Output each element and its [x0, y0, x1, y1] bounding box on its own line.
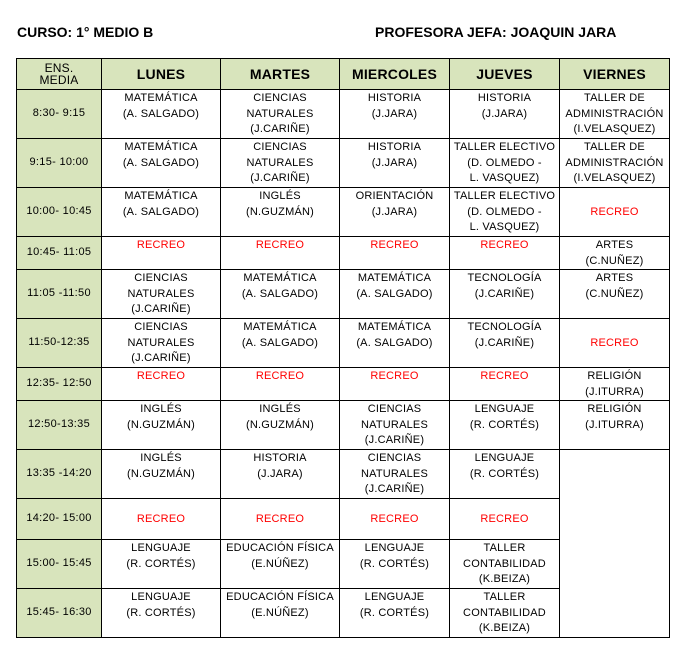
recreo-label: RECREO	[136, 239, 186, 251]
class-cell-line: (A. SALGADO)	[356, 287, 433, 300]
recreo-label: RECREO	[136, 512, 186, 525]
recreo-label: RECREO	[480, 370, 529, 382]
class-cell-line: LENGUAJE	[474, 452, 535, 464]
class-cell-line: L. VASQUEZ)	[469, 172, 540, 184]
class-cell-martes	[221, 319, 340, 368]
class-cell-miercoles	[340, 90, 450, 139]
recreo-cell	[450, 237, 560, 270]
time-slot: 15:00- 15:45	[17, 540, 102, 589]
class-cell-line: (C.NUÑEZ)	[585, 287, 644, 300]
recreo-cell	[450, 368, 560, 401]
class-cell-line: TALLER DE	[584, 92, 645, 104]
schedule-row	[17, 401, 670, 450]
class-cell-line: (J.CARIÑE)	[131, 303, 191, 315]
class-cell-lunes	[102, 188, 221, 237]
class-cell-line: (R. CORTÉS)	[469, 467, 540, 480]
time-slot: 12:35- 12:50	[17, 368, 102, 401]
recreo-label: RECREO	[255, 512, 305, 525]
time-slot: 12:50-13:35	[17, 401, 102, 450]
class-cell-line: MATEMÁTICA	[124, 141, 198, 153]
recreo-cell	[102, 368, 221, 401]
class-cell-miercoles	[340, 188, 450, 237]
class-cell-line: TECNOLOGÍA	[467, 321, 542, 333]
class-cell-line: ADMINISTRACIÓN	[565, 156, 664, 169]
schedule-row	[17, 237, 670, 270]
class-cell-miercoles	[340, 270, 450, 319]
class-cell-lunes	[102, 401, 221, 450]
class-cell-line: RELIGIÓN	[587, 370, 642, 382]
class-cell-martes	[221, 139, 340, 188]
class-cell-line: NATURALES	[361, 418, 428, 431]
class-cell-line: HISTORIA	[367, 141, 422, 153]
corner-line-1: ENS.	[44, 61, 74, 75]
recreo-cell	[450, 499, 560, 540]
class-cell-miercoles	[340, 139, 450, 188]
class-cell-martes	[221, 589, 340, 638]
schedule-row	[17, 270, 670, 319]
recreo-label: RECREO	[255, 239, 305, 251]
corner-line-2: MEDIA	[39, 73, 79, 87]
class-cell-lunes	[102, 139, 221, 188]
schedule-body	[17, 90, 670, 638]
class-cell-jueves	[450, 319, 560, 368]
class-cell-line: INGLÉS	[140, 452, 182, 464]
class-cell-line: CONTABILIDAD	[463, 557, 546, 570]
class-cell-line: (J.ITURRA)	[585, 418, 644, 431]
time-slot: 15:45- 16:30	[17, 589, 102, 638]
class-cell-line: INGLÉS	[140, 403, 182, 415]
recreo-label: RECREO	[480, 239, 529, 251]
class-cell-line: ARTES	[595, 239, 634, 251]
class-cell-line: CIENCIAS	[253, 141, 307, 153]
class-cell-line: (J.JARA)	[371, 156, 418, 169]
class-cell-line: (N.GUZMÁN)	[127, 418, 195, 431]
recreo-label: RECREO	[590, 205, 639, 218]
class-cell-line: ORIENTACIÓN	[355, 190, 434, 202]
class-cell-line: LENGUAJE	[364, 542, 425, 554]
day-header-lunes: LUNES	[102, 59, 221, 90]
schedule-row	[17, 90, 670, 139]
class-cell-line: (E.NÚÑEZ)	[251, 606, 309, 619]
class-cell-line: NATURALES	[361, 467, 428, 480]
class-cell-line: L. VASQUEZ)	[469, 221, 540, 233]
class-cell-line: (A. SALGADO)	[241, 287, 319, 300]
class-cell-line: MATEMÁTICA	[357, 321, 432, 333]
class-cell-line: NATURALES	[246, 107, 314, 120]
class-cell-line: (R. CORTÉS)	[469, 418, 540, 431]
class-cell-line: (J.CARIÑE)	[474, 287, 535, 300]
class-cell-lunes	[102, 319, 221, 368]
class-cell-line: (J.JARA)	[371, 205, 418, 218]
recreo-cell	[221, 368, 340, 401]
class-cell-line: NATURALES	[246, 156, 314, 169]
class-cell-lunes	[102, 540, 221, 589]
day-header-miercoles: MIERCOLES	[340, 59, 450, 90]
class-cell-line: ARTES	[595, 272, 634, 284]
class-cell-line: TALLER	[483, 591, 526, 603]
class-cell-martes	[221, 450, 340, 499]
class-cell-line: CIENCIAS	[134, 272, 188, 284]
class-cell-line: CIENCIAS	[253, 92, 307, 104]
class-cell-line: (A. SALGADO)	[122, 205, 200, 218]
class-cell-line: TALLER ELECTIVO	[453, 190, 556, 202]
class-cell-line: (A. SALGADO)	[356, 336, 433, 349]
class-cell-viernes	[560, 270, 670, 319]
class-cell-viernes	[560, 139, 670, 188]
class-cell-line: (J.CARIÑE)	[250, 172, 310, 184]
class-cell-line: RELIGIÓN	[587, 403, 642, 415]
class-cell-lunes	[102, 589, 221, 638]
recreo-label: RECREO	[480, 512, 529, 525]
class-cell-line: CIENCIAS	[367, 452, 422, 464]
schedule-row	[17, 139, 670, 188]
class-cell-line: (N.GUZMÁN)	[127, 467, 195, 480]
time-slot: 9:15- 10:00	[17, 139, 102, 188]
class-cell-line: MATEMÁTICA	[124, 190, 198, 202]
class-cell-lunes	[102, 450, 221, 499]
class-cell-viernes	[560, 368, 670, 401]
class-cell-line: (D. OLMEDO -	[467, 205, 542, 218]
recreo-cell	[102, 237, 221, 270]
class-cell-viernes	[560, 237, 670, 270]
class-cell-line: (J.CARIÑE)	[364, 483, 425, 495]
recreo-cell	[340, 368, 450, 401]
head-teacher: PROFESORA JEFA: JOAQUIN JARA	[375, 24, 617, 40]
day-header-martes: MARTES	[221, 59, 340, 90]
recreo-label: RECREO	[370, 512, 419, 525]
class-cell-jueves	[450, 90, 560, 139]
time-slot: 11:05 -11:50	[17, 270, 102, 319]
time-slot: 11:50-12:35	[17, 319, 102, 368]
class-cell-line: EDUCACIÓN FÍSICA	[226, 591, 334, 603]
class-cell-line: (J.JARA)	[481, 107, 528, 120]
class-cell-line: (J.CARIÑE)	[474, 336, 535, 349]
class-cell-line: MATEMÁTICA	[124, 92, 198, 104]
recreo-label: RECREO	[255, 370, 305, 382]
class-cell-jueves	[450, 270, 560, 319]
time-slot: 10:00- 10:45	[17, 188, 102, 237]
recreo-label: RECREO	[590, 336, 639, 349]
class-cell-line: TALLER DE	[584, 141, 645, 153]
class-cell-miercoles	[340, 589, 450, 638]
class-cell-line: (K.BEIZA)	[478, 622, 531, 634]
class-cell-line: CONTABILIDAD	[463, 606, 546, 619]
recreo-label: RECREO	[136, 370, 186, 382]
class-cell-miercoles	[340, 319, 450, 368]
time-slot: 13:35 -14:20	[17, 450, 102, 499]
class-cell-line: INGLÉS	[259, 190, 301, 202]
class-cell-miercoles	[340, 450, 450, 499]
class-cell-line: (J.ITURRA)	[585, 385, 644, 398]
class-cell-jueves	[450, 188, 560, 237]
recreo-cell	[340, 499, 450, 540]
class-cell-jueves	[450, 139, 560, 188]
class-cell-line: TECNOLOGÍA	[467, 272, 542, 284]
class-cell-martes	[221, 90, 340, 139]
class-cell-jueves	[450, 401, 560, 450]
class-cell-line: MATEMÁTICA	[243, 321, 317, 333]
class-cell-line: NATURALES	[127, 336, 195, 349]
recreo-cell	[102, 499, 221, 540]
class-cell-martes	[221, 401, 340, 450]
class-cell-line: HISTORIA	[477, 92, 532, 104]
class-cell-line: NATURALES	[127, 287, 195, 300]
class-cell-line: (J.CARIÑE)	[131, 352, 191, 364]
time-slot: 14:20- 15:00	[17, 499, 102, 540]
class-cell-line: (A. SALGADO)	[241, 336, 319, 349]
class-cell-lunes	[102, 90, 221, 139]
class-cell-line: ADMINISTRACIÓN	[565, 107, 664, 120]
empty-cell	[560, 450, 670, 638]
class-cell-lunes	[102, 270, 221, 319]
class-cell-line: (R. CORTÉS)	[126, 557, 196, 570]
class-cell-line: (K.BEIZA)	[478, 573, 531, 585]
class-cell-jueves	[450, 540, 560, 589]
class-cell-line: (E.NÚÑEZ)	[251, 557, 309, 570]
class-cell-line: (D. OLMEDO -	[467, 156, 542, 169]
class-cell-line: (R. CORTÉS)	[359, 606, 430, 619]
class-cell-line: (R. CORTÉS)	[359, 557, 430, 570]
day-header-viernes: VIERNES	[560, 59, 670, 90]
class-cell-jueves	[450, 450, 560, 499]
class-cell-viernes	[560, 401, 670, 450]
recreo-cell	[560, 188, 670, 237]
class-cell-line: HISTORIA	[253, 452, 307, 464]
class-cell-line: INGLÉS	[259, 403, 301, 415]
class-cell-line: (R. CORTÉS)	[126, 606, 196, 619]
day-header-jueves: JUEVES	[450, 59, 560, 90]
class-cell-line: (J.CARIÑE)	[250, 123, 310, 135]
recreo-label: RECREO	[370, 370, 419, 382]
recreo-cell	[340, 237, 450, 270]
class-cell-line: (J.JARA)	[257, 467, 303, 480]
recreo-cell	[221, 499, 340, 540]
schedule-row	[17, 319, 670, 368]
class-cell-miercoles	[340, 401, 450, 450]
schedule-row	[17, 368, 670, 401]
corner-cell	[17, 59, 102, 90]
class-cell-martes	[221, 188, 340, 237]
class-cell-jueves	[450, 589, 560, 638]
class-cell-line: (A. SALGADO)	[122, 156, 200, 169]
course-title: CURSO: 1° MEDIO B	[17, 24, 154, 40]
class-cell-line: TALLER	[483, 542, 526, 554]
recreo-cell	[221, 237, 340, 270]
recreo-cell	[560, 319, 670, 368]
schedule-row	[17, 450, 670, 499]
class-cell-line: TALLER ELECTIVO	[453, 141, 556, 153]
class-cell-line: (A. SALGADO)	[122, 107, 200, 120]
class-cell-martes	[221, 540, 340, 589]
class-cell-line: (I.VELASQUEZ)	[573, 123, 656, 135]
class-cell-line: LENGUAJE	[474, 403, 535, 415]
class-cell-martes	[221, 270, 340, 319]
class-cell-line: CIENCIAS	[134, 321, 188, 333]
recreo-label: RECREO	[370, 239, 419, 251]
class-cell-line: LENGUAJE	[364, 591, 425, 603]
class-cell-line: LENGUAJE	[131, 542, 191, 554]
class-cell-line: CIENCIAS	[367, 403, 422, 415]
class-cell-line: MATEMÁTICA	[243, 272, 317, 284]
class-cell-viernes	[560, 90, 670, 139]
class-cell-line: HISTORIA	[367, 92, 422, 104]
class-cell-line: (N.GUZMÁN)	[246, 205, 314, 218]
class-cell-miercoles	[340, 540, 450, 589]
class-cell-line: (J.JARA)	[371, 107, 418, 120]
time-slot: 8:30- 9:15	[17, 90, 102, 139]
class-cell-line: (J.CARIÑE)	[364, 434, 425, 446]
class-cell-line: (I.VELASQUEZ)	[573, 172, 656, 184]
class-cell-line: EDUCACIÓN FÍSICA	[226, 542, 334, 554]
class-cell-line: MATEMÁTICA	[357, 272, 432, 284]
class-cell-line: (C.NUÑEZ)	[585, 254, 644, 267]
schedule-table	[16, 58, 670, 638]
schedule-row	[17, 188, 670, 237]
class-cell-line: LENGUAJE	[131, 591, 191, 603]
time-slot: 10:45- 11:05	[17, 237, 102, 270]
class-cell-line: (N.GUZMÁN)	[246, 418, 314, 431]
